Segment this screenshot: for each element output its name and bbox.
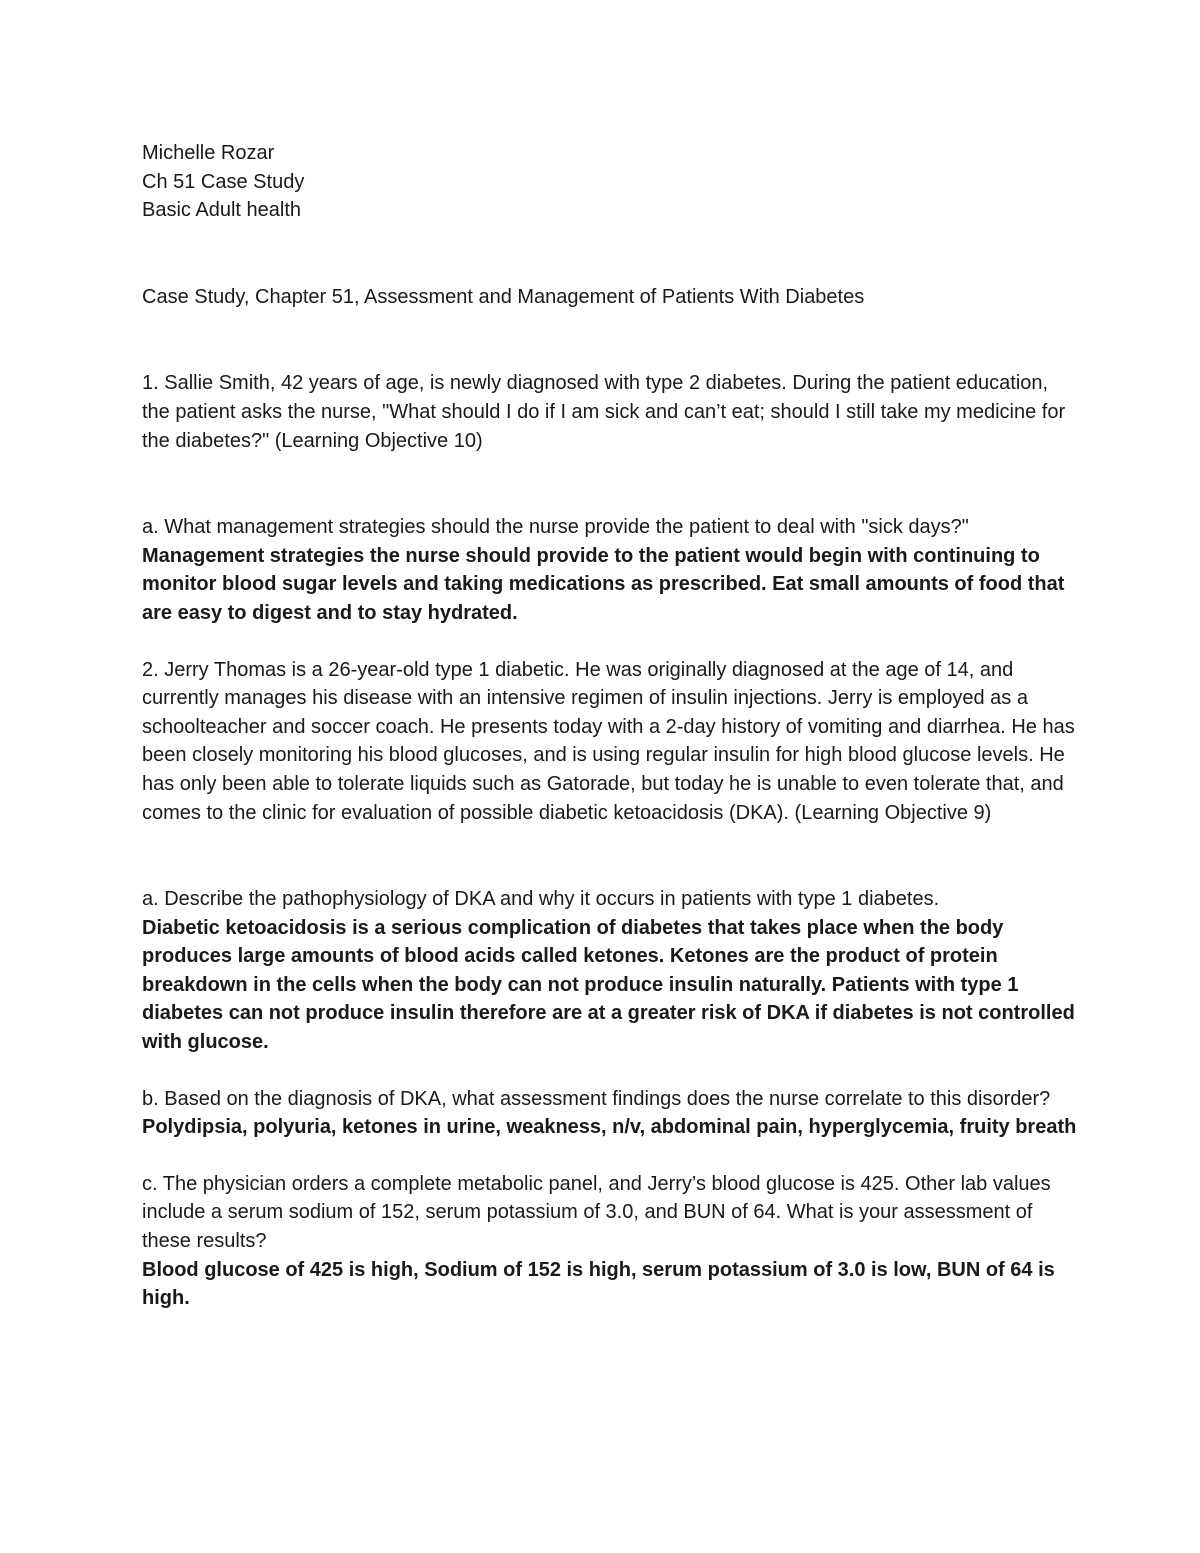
header-block (142, 139, 1077, 225)
answer-2c: Blood glucose of 425 is high, Sodium of 152 is high, serum potassium of 3.0 is low, BUN of 64 is high. (142, 1258, 1055, 1310)
question-2b-text: b. Based on the diagnosis of DKA, what assessment findings does the nurse correlate to this disorder? (142, 1087, 1051, 1110)
document-title: Case Study, Chapter 51, Assessment and Management of Patients With Diabetes (142, 285, 865, 308)
question-2a (142, 885, 1077, 1057)
answer-1a: Management strategies the nurse should provide to the patient would begin with continuing to monitor blood sugar levels and taking medications as prescribed. Eat small amounts of food that are easy to digest and to stay hydrated. (142, 544, 1065, 624)
document-page (142, 139, 1077, 1313)
question-2-prompt: 2. Jerry Thomas is a 26-year-old type 1 diabetic. He was originally diagnosed at the age of 14, and currently manages his disease with an intensive regimen of insulin injections. Jerry is employed as a schoolteacher and soccer coach. He presents today with a 2-day history of vomiting and diarrhea. He has been closely monitoring his blood glucoses, and is using regular insulin for high blood glucose levels. He has only been able to tolerate liquids such as Gatorade, but today he is unable to even tolerate that, and comes to the clinic for evaluation of possible diabetic ketoacidosis (DKA). (Learning Objective 9) (142, 658, 1075, 824)
answer-2b: Polydipsia, polyuria, ketones in urine, weakness, n/v, abdominal pain, hyperglycemia, fruity breath (142, 1116, 1077, 1139)
class-name: Basic Adult health (142, 199, 301, 222)
question-2b (142, 1085, 1077, 1142)
question-1 (142, 369, 1077, 455)
question-2c-text: c. The physician orders a complete metabolic panel, and Jerry’s blood glucose is 425. Other lab values include a serum sodium of 152, serum potassium of 3.0, and BUN of 64. What is your assessment of these results? (142, 1172, 1051, 1253)
question-1-prompt: 1. Sallie Smith, 42 years of age, is newly diagnosed with type 2 diabetes. During the patient education, the patient asks the nurse, "What should I do if I am sick and can’t eat; should I still take my medicine for the diabetes?" (Learning Objective 10) (142, 372, 1066, 452)
question-1a (142, 513, 1077, 627)
course-title: Ch 51 Case Study (142, 170, 305, 193)
question-2c (142, 1170, 1077, 1313)
question-1a-text: a. What management strategies should the nurse provide the patient to deal with "sick days?" (142, 516, 969, 539)
question-2 (142, 656, 1077, 828)
answer-2a: Diabetic ketoacidosis is a serious complication of diabetes that takes place when the body produces large amounts of blood acids called ketones. Ketones are the product of protein breakdown in the cells when the body can not produce insulin naturally. Patients with type 1 diabetes can not produce insulin therefore are at a greater risk of DKA if diabetes is not controlled with glucose. (142, 916, 1075, 1054)
author-name: Michelle Rozar (142, 142, 275, 164)
question-2a-text: a. Describe the pathophysiology of DKA and why it occurs in patients with type 1 diabetes. (142, 888, 940, 911)
